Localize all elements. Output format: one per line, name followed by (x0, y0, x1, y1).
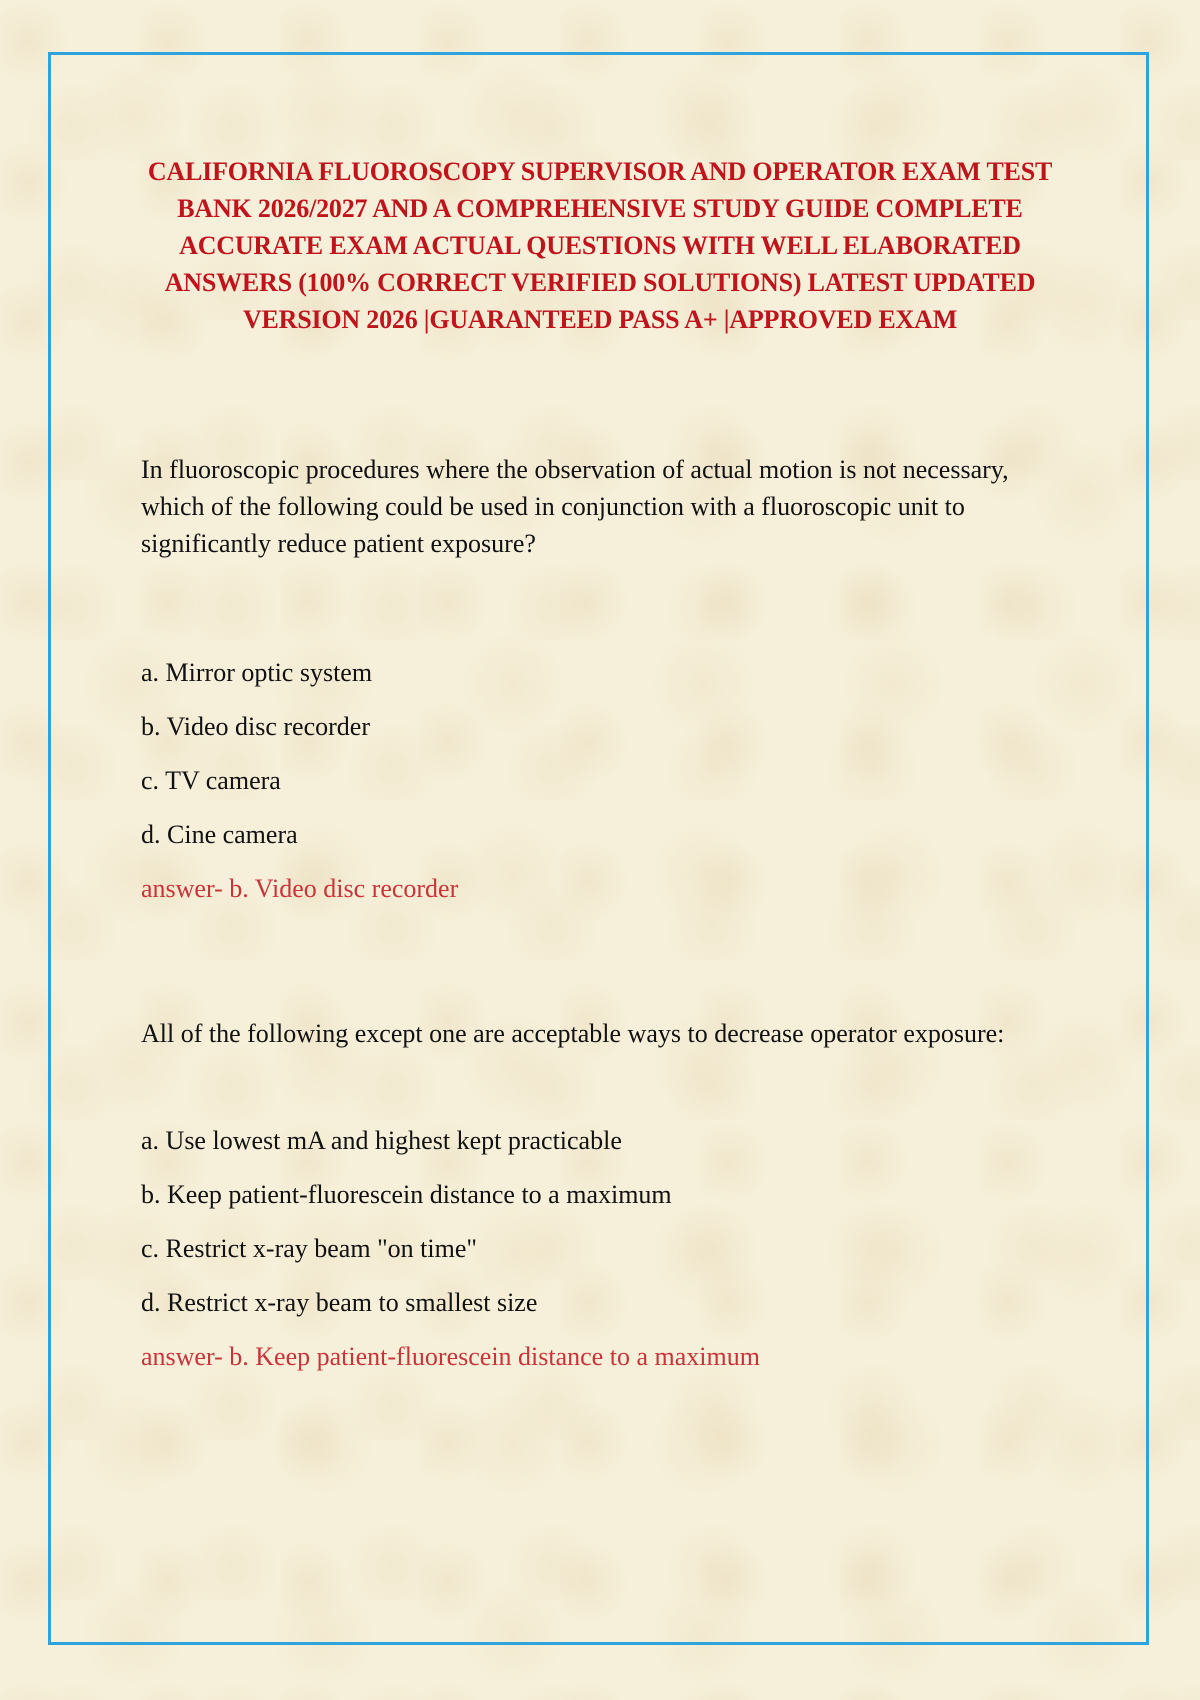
question-block (141, 1015, 1071, 1372)
option-list (141, 1126, 1071, 1342)
option-item: d. Cine camera (141, 820, 298, 849)
answer-text: answer- b. Video disc recorder (141, 874, 459, 903)
option-item: b. Keep patient-fluorescein distance to a maximum (141, 1180, 672, 1209)
option-item: c. TV camera (141, 766, 281, 795)
option-item: b. Video disc recorder (141, 712, 370, 741)
answer-text: answer- b. Keep patient-fluorescein distance to a maximum (141, 1342, 760, 1371)
question-text: All of the following except one are acceptable ways to decrease operator exposure: (141, 1019, 1005, 1048)
option-item: a. Use lowest mA and highest kept practicable (141, 1126, 622, 1155)
question-block (141, 451, 1071, 904)
option-list (141, 658, 1071, 874)
document-title: CALIFORNIA FLUOROSCOPY SUPERVISOR AND OPERATOR EXAM TEST BANK 2026/2027 AND A COMPREHENSIVE STUDY GUIDE COMPLETE ACCURATE EXAM ACTUAL QUESTIONS WITH WELL ELABORATED ANSWERS (100% CORRECT VERIFIED SOLUTIONS) LATEST UPDATED VERSION 2026 |GUARANTEED PASS A+ |APPROVED EXAM (147, 157, 1053, 334)
option-item: d. Restrict x-ray beam to smallest size (141, 1288, 538, 1317)
option-item: a. Mirror optic system (141, 658, 373, 687)
question-text: In fluoroscopic procedures where the observation of actual motion is not necessary, which of the following could be used in conjunction with a fluoroscopic unit to significantly reduce patient exposure? (141, 455, 1009, 558)
option-item: c. Restrict x-ray beam "on time" (141, 1234, 478, 1263)
